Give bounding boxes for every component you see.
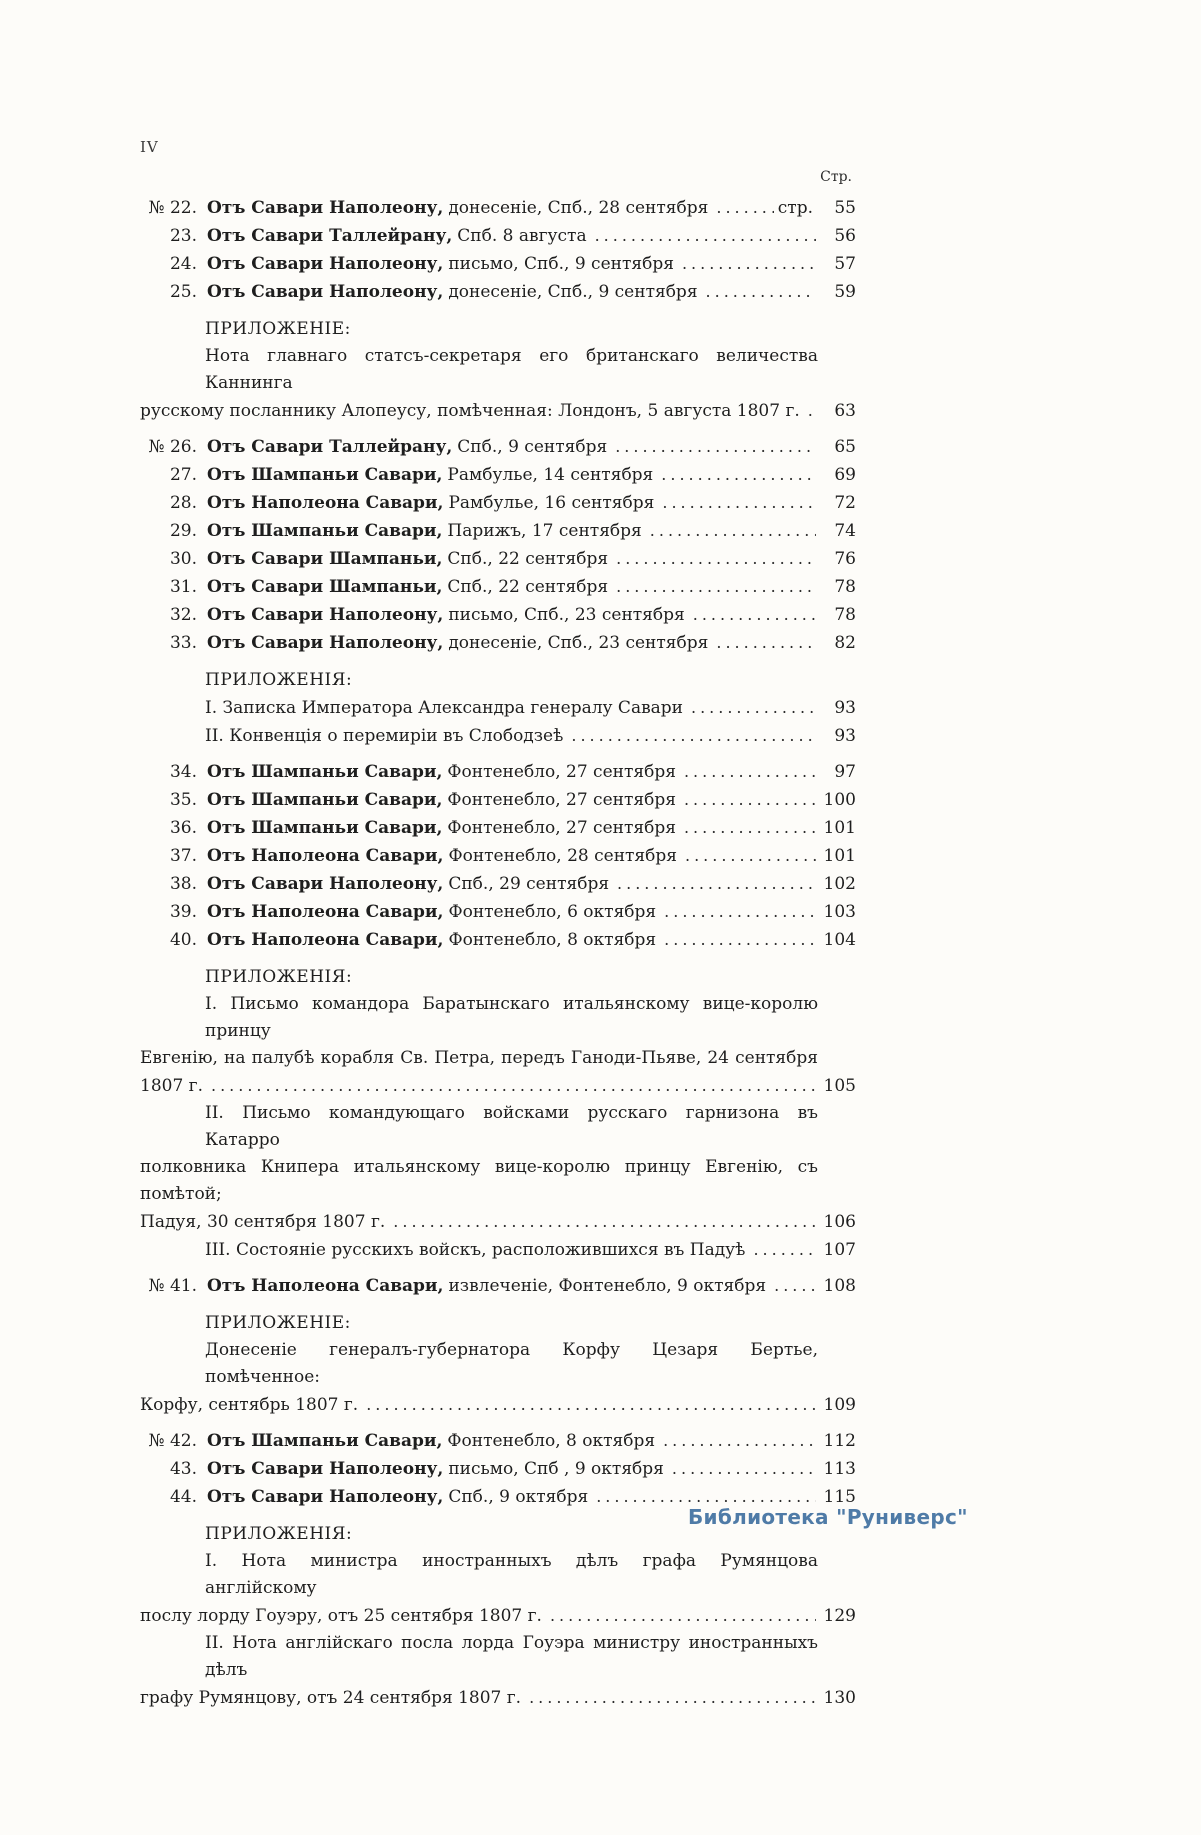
entry-number: 24.: [169, 254, 197, 274]
toc-entry: [140, 786, 856, 814]
entry-correspondents: Отъ Шампаньи Савари,: [207, 790, 443, 810]
appendix-text-line: I. Нота министра иностранныхъ дѣлъ графа Румянцова англійскому: [205, 1551, 818, 1598]
entry-correspondents: Отъ Наполеона Савари,: [207, 846, 444, 866]
entry-page-number: 104: [823, 930, 856, 950]
entry-correspondents: Отъ Савари Наполеону,: [207, 1487, 444, 1507]
entry-number: 29.: [169, 521, 197, 541]
entry-description: извлеченіе, Фонтенебло, 9 октября: [448, 1276, 767, 1296]
leader-dots: [774, 1272, 816, 1300]
leader-dots: [682, 250, 816, 278]
leader-dots: [684, 786, 816, 814]
entry-correspondents: Отъ Шампаньи Савари,: [207, 521, 443, 541]
entry-number: 40.: [169, 930, 197, 950]
appendix-last-line: [140, 1236, 856, 1264]
entry-page-number: 101: [823, 818, 856, 838]
leader-dots: [716, 629, 816, 657]
entry-number: 28.: [169, 493, 197, 513]
entry-number: 25.: [169, 282, 197, 302]
entry-page-number: 82: [834, 633, 856, 653]
entry-page-number: 130: [823, 1688, 856, 1708]
leader-dots: [571, 722, 816, 750]
leader-dots: [672, 1455, 816, 1483]
entry-correspondents: Отъ Наполеона Савари,: [207, 493, 444, 513]
entry-number: 35.: [169, 790, 197, 810]
appendix-entry: [140, 343, 856, 425]
appendix-entry: [140, 1236, 856, 1264]
entry-correspondents: Отъ Савари Наполеону,: [207, 198, 444, 218]
toc-entry: [140, 517, 856, 545]
toc-entry: [140, 898, 856, 926]
entry-description: Фонтенебло, 27 сентября: [447, 818, 676, 838]
folio-number: IV: [140, 138, 159, 156]
entry-page-number: 115: [823, 1487, 856, 1507]
entry-correspondents: Отъ Савари Наполеону,: [207, 633, 444, 653]
appendix-last-line: [140, 1602, 856, 1630]
entry-description: Рамбулье, 16 сентября: [448, 493, 655, 513]
page-column-header: Стр.: [820, 169, 852, 185]
entry-correspondents: Отъ Наполеона Савари,: [207, 930, 444, 950]
entry-number: 32.: [169, 605, 197, 625]
entry-description: Спб., 9 сентября: [457, 437, 608, 457]
entry-number: 38.: [169, 874, 197, 894]
leader-dots: [393, 1208, 816, 1236]
entry-description: Спб., 22 сентября: [447, 577, 609, 597]
entry-page-number: 63: [834, 401, 856, 421]
appendix-text-line: Донесеніе генералъ-губернатора Корфу Цезаря Бертье, помѣченное:: [205, 1340, 818, 1387]
entry-correspondents: Отъ Шампаньи Савари,: [207, 762, 443, 782]
leader-dots: [663, 1427, 816, 1455]
entry-page-number: 78: [834, 605, 856, 625]
entry-correspondents: Отъ Наполеона Савари,: [207, 1276, 444, 1296]
entry-page-number: 102: [823, 874, 856, 894]
appendix-text: послу лорду Гоуэру, отъ 25 сентября 1807 г.: [140, 1606, 542, 1626]
toc-entry: [140, 1272, 856, 1300]
entry-number: № 41.: [148, 1276, 197, 1296]
appendix-text: графу Румянцову, отъ 24 сентября 1807 г.: [140, 1688, 522, 1708]
toc-entry: [140, 758, 856, 786]
appendix-text-line: Нота главнаго статсъ-секретаря его британскаго величества Каннинга: [205, 346, 818, 393]
entry-correspondents: Отъ Шампаньи Савари,: [207, 818, 443, 838]
appendix-last-line: [140, 1391, 856, 1419]
entry-description: Фонтенебло, 8 октября: [448, 930, 657, 950]
appendix-text-line: I. Письмо командора Баратынскаго итальянскому вице-королю принцу: [205, 994, 818, 1041]
leader-dots: [716, 194, 773, 222]
entry-description: донесеніе, Спб., 23 сентября: [448, 633, 709, 653]
entry-description: донесеніе, Спб., 9 сентября: [448, 282, 698, 302]
library-watermark: Библиотека "Руниверс": [688, 1505, 968, 1529]
appendix-entry: [140, 694, 856, 722]
leader-dots: [616, 545, 816, 573]
entry-number: 34.: [169, 762, 197, 782]
entry-description: Спб., 9 октября: [448, 1487, 589, 1507]
toc-entry: [140, 1455, 856, 1483]
appendix-text: II. Конвенція о перемиріи въ Слободзеѣ: [205, 726, 564, 746]
entry-description: письмо, Спб., 9 сентября: [448, 254, 674, 274]
appendix-entry: [140, 991, 856, 1100]
entry-correspondents: Отъ Савари Наполеону,: [207, 282, 444, 302]
toc-entry: [140, 278, 856, 306]
entry-correspondents: Отъ Шампаньи Савари,: [207, 1431, 443, 1451]
entry-description: Рамбулье, 14 сентября: [447, 465, 654, 485]
entry-correspondents: Отъ Шампаньи Савари,: [207, 465, 443, 485]
appendix-last-line: [140, 1208, 856, 1236]
entry-description: Фонтенебло, 27 сентября: [447, 762, 676, 782]
entry-description: Фонтенебло, 28 сентября: [448, 846, 677, 866]
leader-dots: [685, 842, 816, 870]
entry-page-number: 69: [834, 465, 856, 485]
toc-entry: [140, 573, 856, 601]
entry-number: 30.: [169, 549, 197, 569]
entry-page-number: 56: [834, 226, 856, 246]
appendix-heading: ПРИЛОЖЕНІЯ:: [205, 670, 353, 690]
entry-description: Фонтенебло, 6 октября: [448, 902, 657, 922]
entry-correspondents: Отъ Савари Наполеону,: [207, 1459, 444, 1479]
toc-entry: [140, 601, 856, 629]
entry-number: 39.: [169, 902, 197, 922]
entry-description: Спб., 22 сентября: [447, 549, 609, 569]
leader-dots: [706, 278, 816, 306]
appendix-entry: [140, 1548, 856, 1630]
entry-page-number: 101: [823, 846, 856, 866]
toc-entry: [140, 489, 856, 517]
leader-dots: [617, 870, 816, 898]
entry-page-number: 55: [834, 198, 856, 218]
entry-number: 37.: [169, 846, 197, 866]
toc-entry: [140, 545, 856, 573]
appendix-heading: ПРИЛОЖЕНІЕ:: [205, 319, 351, 339]
entry-page-number: 112: [823, 1431, 856, 1451]
entry-page-number: 59: [834, 282, 856, 302]
page-abbreviation: стр.: [777, 198, 813, 218]
entry-page-number: 74: [834, 521, 856, 541]
entry-correspondents: Отъ Савари Шампаньи,: [207, 549, 443, 569]
entry-page-number: 65: [834, 437, 856, 457]
toc-entry: [140, 629, 856, 657]
appendix-entry: [140, 1100, 856, 1236]
entry-description: письмо, Спб., 23 сентября: [448, 605, 685, 625]
appendix-text: Падуя, 30 сентября 1807 г.: [140, 1212, 386, 1232]
entry-correspondents: Отъ Савари Таллейрану,: [207, 226, 453, 246]
entry-correspondents: Отъ Наполеона Савари,: [207, 902, 444, 922]
entry-number: 36.: [169, 818, 197, 838]
toc-entry: [140, 814, 856, 842]
entry-page-number: 129: [823, 1606, 856, 1626]
entry-page-number: 105: [823, 1076, 856, 1096]
leader-dots: [661, 461, 816, 489]
appendix-text: I. Записка Императора Александра генералу Савари: [205, 698, 683, 718]
leader-dots: [664, 926, 816, 954]
leader-dots: [595, 222, 816, 250]
appendix-last-line: [140, 1684, 856, 1712]
appendix-heading: ПРИЛОЖЕНІЯ:: [205, 967, 353, 987]
entry-correspondents: Отъ Савари Наполеону,: [207, 874, 444, 894]
leader-dots: [366, 1391, 816, 1419]
entry-correspondents: Отъ Савари Таллейрану,: [207, 437, 453, 457]
entry-number: 44.: [169, 1487, 197, 1507]
leader-dots: [693, 601, 816, 629]
toc-entry: [140, 222, 856, 250]
appendix-text: Корфу, сентябрь 1807 г.: [140, 1395, 359, 1415]
appendix-text: III. Состояніе русскихъ войскъ, расположившихся въ Падуѣ: [205, 1240, 746, 1260]
leader-dots: [684, 814, 816, 842]
entry-number: 43.: [169, 1459, 197, 1479]
leader-dots: [615, 433, 816, 461]
appendix-heading: ПРИЛОЖЕНІЯ:: [205, 1524, 353, 1544]
entry-number: 27.: [169, 465, 197, 485]
leader-dots: [211, 1072, 816, 1100]
appendix-last-line: [140, 694, 856, 722]
toc-entry: [140, 194, 856, 222]
appendix-text: 1807 г.: [140, 1076, 203, 1096]
appendix-text-line: полковника Книпера итальянскому вице-королю принцу Евгенію, съ помѣтой;: [140, 1157, 818, 1204]
appendix-text-line: Евгенію, на палубѣ корабля Св. Петра, передъ Ганоди-Пьяве, 24 сентября: [140, 1048, 818, 1068]
appendix-entry: [140, 1630, 856, 1712]
entry-description: Фонтенебло, 27 сентября: [447, 790, 676, 810]
leader-dots: [650, 517, 816, 545]
entry-page-number: 97: [834, 762, 856, 782]
leader-dots: [550, 1602, 816, 1630]
entry-number: 23.: [169, 226, 197, 246]
entry-number: 31.: [169, 577, 197, 597]
toc-entry: [140, 1427, 856, 1455]
entry-description: Фонтенебло, 8 октября: [447, 1431, 656, 1451]
appendix-last-line: [140, 1072, 856, 1100]
entry-page-number: 108: [823, 1276, 856, 1296]
entry-page-number: 57: [834, 254, 856, 274]
entry-page-number: 93: [834, 698, 856, 718]
entry-page-number: 109: [823, 1395, 856, 1415]
entry-page-number: 113: [823, 1459, 856, 1479]
entry-description: Спб. 8 августа: [457, 226, 587, 246]
entry-page-number: 103: [823, 902, 856, 922]
toc-entry: [140, 433, 856, 461]
entry-description: Парижъ, 17 сентября: [447, 521, 642, 541]
toc-entry: [140, 461, 856, 489]
leader-dots: [616, 573, 816, 601]
entry-number: 33.: [169, 633, 197, 653]
appendix-text: русскому посланнику Алопеусу, помѣченная: Лондонъ, 5 августа 1807 г.: [140, 401, 800, 421]
entry-number: № 22.: [148, 198, 197, 218]
entry-page-number: 93: [834, 726, 856, 746]
leader-dots: [664, 898, 816, 926]
entry-number: № 26.: [148, 437, 197, 457]
entry-description: письмо, Спб , 9 октября: [448, 1459, 664, 1479]
leader-dots: [808, 397, 816, 425]
appendix-text-line: II. Нота англійскаго посла лорда Гоуэра министру иностранныхъ дѣлъ: [205, 1633, 818, 1680]
toc-entry: [140, 870, 856, 898]
entry-page-number: 107: [823, 1240, 856, 1260]
entry-description: донесеніе, Спб., 28 сентября: [448, 198, 709, 218]
appendix-entry: [140, 722, 856, 750]
leader-dots: [662, 489, 816, 517]
leader-dots: [691, 694, 816, 722]
appendix-entry: [140, 1337, 856, 1419]
entry-correspondents: Отъ Савари Шампаньи,: [207, 577, 443, 597]
entry-page-number: 106: [823, 1212, 856, 1232]
toc-entry: [140, 842, 856, 870]
entry-page-number: 78: [834, 577, 856, 597]
appendix-heading: ПРИЛОЖЕНІЕ:: [205, 1313, 351, 1333]
entry-description: Спб., 29 сентября: [448, 874, 610, 894]
appendix-last-line: [140, 397, 856, 425]
appendix-text-line: II. Письмо командующаго войсками русскаго гарнизона въ Катарро: [205, 1103, 818, 1150]
entry-page-number: 72: [834, 493, 856, 513]
table-of-contents: [140, 194, 856, 1712]
toc-entry: [140, 250, 856, 278]
entry-page-number: 76: [834, 549, 856, 569]
appendix-last-line: [140, 722, 856, 750]
entry-number: № 42.: [148, 1431, 197, 1451]
entry-correspondents: Отъ Савари Наполеону,: [207, 605, 444, 625]
toc-entry: [140, 926, 856, 954]
entry-page-number: 100: [823, 790, 856, 810]
entry-correspondents: Отъ Савари Наполеону,: [207, 254, 444, 274]
leader-dots: [529, 1684, 816, 1712]
leader-dots: [684, 758, 816, 786]
leader-dots: [753, 1236, 816, 1264]
